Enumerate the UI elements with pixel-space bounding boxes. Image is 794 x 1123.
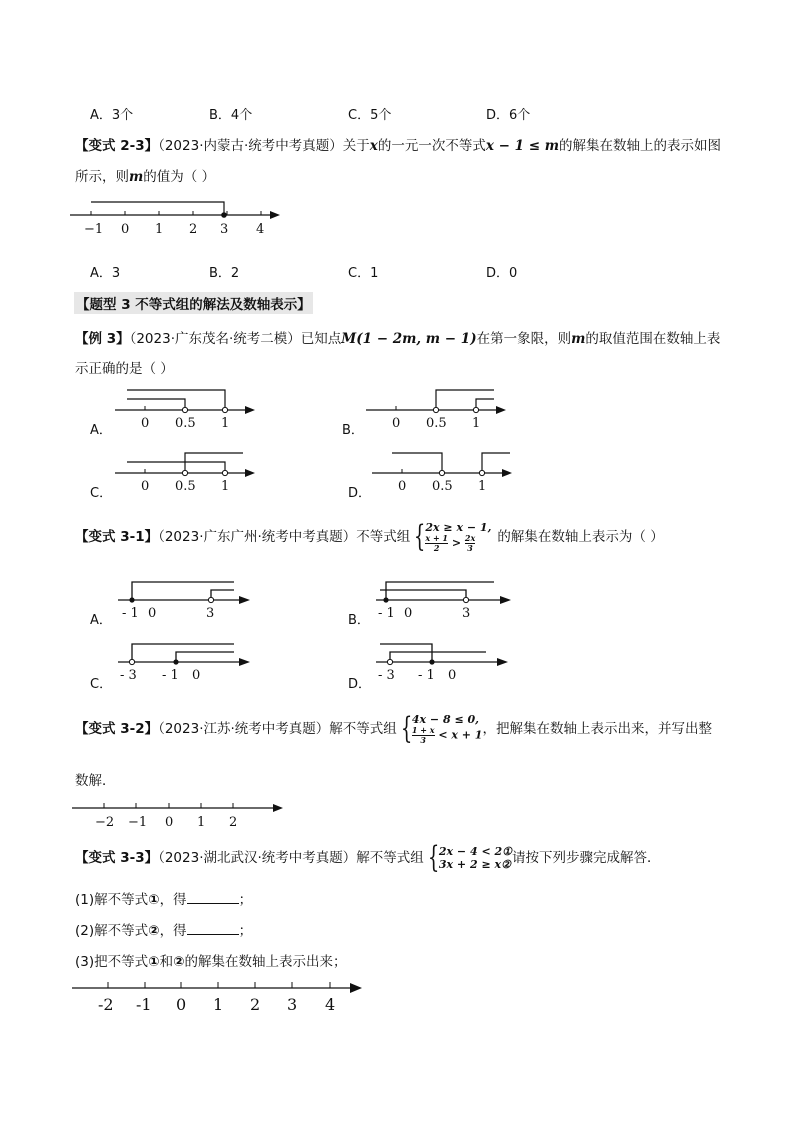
v23-option-d[interactable]: D．0 xyxy=(486,266,518,281)
ex3-question-line1: 【例 3】（2023·广东茂名·统考二模）已知点M(1 − 2m, m − 1)在第一象限，则m的取值范围在数轴上表 xyxy=(75,331,721,347)
v31-option-d[interactable]: D． xyxy=(348,677,372,692)
v23-number-line xyxy=(70,195,290,240)
v33-tag: 【变式 3-3】 xyxy=(75,850,159,866)
v23-option-c[interactable]: C．1 xyxy=(348,266,379,281)
svg-text:0: 0 xyxy=(448,668,457,683)
tick-label: 1 xyxy=(155,222,164,237)
v23-question-line1: 【变式 2-3】（2023·内蒙古·统考中考真题）关于x的一元一次不等式x − 1 ≤ m的解集在数轴上的表示如图 xyxy=(75,138,722,154)
ex3-number-line-c[interactable] xyxy=(115,448,265,493)
v33-number-line[interactable] xyxy=(72,978,372,1023)
svg-text:0.5: 0.5 xyxy=(175,416,196,431)
v32-system: 4x − 8 ≤ 0, $\frac{1 + x}{3}$ < x + 1 xyxy=(411,713,483,745)
v33-system: 2x − 4 < 2① 3x + 2 ≥ x② xyxy=(438,845,513,871)
v31-option-c[interactable]: C． xyxy=(90,677,113,692)
ex3-option-b[interactable]: B． xyxy=(342,423,364,438)
ex3-option-c[interactable]: C． xyxy=(90,486,113,501)
v23-option-a[interactable]: A．3 xyxy=(90,266,121,281)
closed-dot xyxy=(221,212,227,218)
v33-step-2: (2)解不等式②，得 ； xyxy=(75,923,253,939)
ex3-point: M(1 − 2m, m − 1) xyxy=(341,331,477,347)
svg-text:- 1: - 1 xyxy=(418,668,435,683)
v32-tag: 【变式 3-2】 xyxy=(75,721,159,737)
v31-option-a[interactable]: A． xyxy=(90,613,112,628)
svg-text:−2: −2 xyxy=(95,815,115,830)
section-3-header: 【题型 3 不等式组的解法及数轴表示】 xyxy=(74,292,313,314)
svg-text:0: 0 xyxy=(165,815,174,830)
v32-number-line[interactable] xyxy=(72,796,292,836)
v33-step-1: (1)解不等式①，得 ； xyxy=(75,892,253,908)
answer-blank-1[interactable] xyxy=(187,891,239,904)
q1-option-b[interactable]: B．4个 xyxy=(209,108,253,123)
arrow-icon xyxy=(245,406,255,414)
svg-text:1: 1 xyxy=(213,995,224,1014)
v31-question: 【变式 3-1】（2023·广东广州·统考中考真题）不等式组 { 2x ≥ x − 1, $\frac{x + 1}{2}$ > $\frac{2x}{3}$ 的解集在数轴上表示为（ ） xyxy=(75,519,664,554)
v31-number-line-d[interactable] xyxy=(376,640,516,685)
svg-text:0: 0 xyxy=(148,606,157,621)
svg-text:1: 1 xyxy=(197,815,206,830)
arrow-icon xyxy=(239,596,250,604)
tick-label: 0 xyxy=(121,222,130,237)
svg-text:0: 0 xyxy=(398,479,407,494)
svg-text:1: 1 xyxy=(221,416,230,431)
svg-text:4: 4 xyxy=(325,995,336,1014)
v23-inequality: x − 1 ≤ m xyxy=(485,138,560,154)
v32-question-line1: 【变式 3-2】（2023·江苏·统考中考真题）解不等式组 { 4x − 8 ≤ 0, $\frac{1 + x}{3}$ < x + 1 ，把解集在数轴上表示出来，并写出整 xyxy=(75,711,712,746)
q1-option-c[interactable]: C．5个 xyxy=(348,108,392,123)
arrow-icon xyxy=(496,406,506,414)
v31-number-line-a[interactable] xyxy=(118,578,258,623)
system-brace: { xyxy=(427,840,440,875)
ex3-option-a[interactable]: A． xyxy=(90,423,112,438)
arrow-icon xyxy=(350,983,362,993)
system-brace: { xyxy=(400,711,413,746)
svg-text:3: 3 xyxy=(206,606,215,621)
arrow-icon xyxy=(497,658,508,666)
v31-number-line-c[interactable] xyxy=(118,640,258,685)
arrow-icon xyxy=(500,596,511,604)
svg-text:2: 2 xyxy=(250,995,261,1014)
svg-text:0: 0 xyxy=(176,995,187,1014)
ex3-number-line-a[interactable] xyxy=(115,385,265,430)
tick-label: 2 xyxy=(189,222,198,237)
v31-system: 2x ≥ x − 1, $\frac{x + 1}{2}$ > $\frac{2x}{3}$ xyxy=(425,521,492,553)
arrow-icon xyxy=(273,804,283,812)
svg-text:0: 0 xyxy=(192,668,201,683)
q1-option-d[interactable]: D．6个 xyxy=(486,108,531,123)
v23-tag: 【变式 2-3】 xyxy=(75,138,159,154)
v31-number-line-b[interactable] xyxy=(376,578,521,623)
svg-text:0.5: 0.5 xyxy=(426,416,447,431)
arrow-icon xyxy=(502,469,512,477)
ex3-number-line-b[interactable] xyxy=(366,385,516,430)
svg-text:1: 1 xyxy=(472,416,481,431)
v33-step-3: (3)把不等式①和②的解集在数轴上表示出来； xyxy=(75,954,347,970)
svg-text:0.5: 0.5 xyxy=(175,479,196,494)
arrow-icon xyxy=(245,469,255,477)
svg-text:- 3: - 3 xyxy=(378,668,395,683)
svg-text:- 3: - 3 xyxy=(120,668,137,683)
svg-text:- 1: - 1 xyxy=(122,606,139,621)
ex3-question-line2: 示正确的是（ ） xyxy=(75,361,174,377)
svg-text:3: 3 xyxy=(462,606,471,621)
v32-question-line2: 数解． xyxy=(75,773,116,789)
v23-source: （2023·内蒙古·统考中考真题） xyxy=(158,138,343,154)
svg-text:0: 0 xyxy=(404,606,413,621)
solution-bracket xyxy=(91,202,224,215)
svg-text:-2: -2 xyxy=(98,995,114,1014)
v31-option-b[interactable]: B． xyxy=(348,613,370,628)
svg-text:3: 3 xyxy=(287,995,298,1014)
v31-tag: 【变式 3-1】 xyxy=(75,529,159,545)
svg-text:1: 1 xyxy=(478,479,487,494)
v33-question: 【变式 3-3】（2023·湖北武汉·统考中考真题）解不等式组 { 2x − 4 < 2① 3x + 2 ≥ x② 请按下列步骤完成解答． xyxy=(75,840,661,875)
ex3-number-line-d[interactable] xyxy=(372,448,522,493)
svg-text:0: 0 xyxy=(141,416,150,431)
tick-label: 4 xyxy=(256,222,265,237)
svg-text:0.5: 0.5 xyxy=(432,479,453,494)
svg-text:−1: −1 xyxy=(128,815,148,830)
system-brace: { xyxy=(414,519,426,554)
svg-text:0: 0 xyxy=(392,416,401,431)
q1-option-a[interactable]: A．3个 xyxy=(90,108,134,123)
svg-text:-1: -1 xyxy=(136,995,152,1014)
svg-text:2: 2 xyxy=(229,815,238,830)
tick-label: 3 xyxy=(220,222,229,237)
v23-option-b[interactable]: B．2 xyxy=(209,266,240,281)
ex3-option-d[interactable]: D． xyxy=(348,486,372,501)
tick-label: −1 xyxy=(84,222,104,237)
svg-text:0: 0 xyxy=(141,479,150,494)
ex3-tag: 【例 3】 xyxy=(75,331,130,347)
arrow-icon xyxy=(270,211,280,219)
svg-text:- 1: - 1 xyxy=(162,668,179,683)
svg-text:- 1: - 1 xyxy=(378,606,395,621)
answer-blank-2[interactable] xyxy=(187,922,239,935)
svg-text:1: 1 xyxy=(221,479,230,494)
arrow-icon xyxy=(239,658,250,666)
v23-question-line2: 所示，则m的值为（ ） xyxy=(75,169,216,185)
